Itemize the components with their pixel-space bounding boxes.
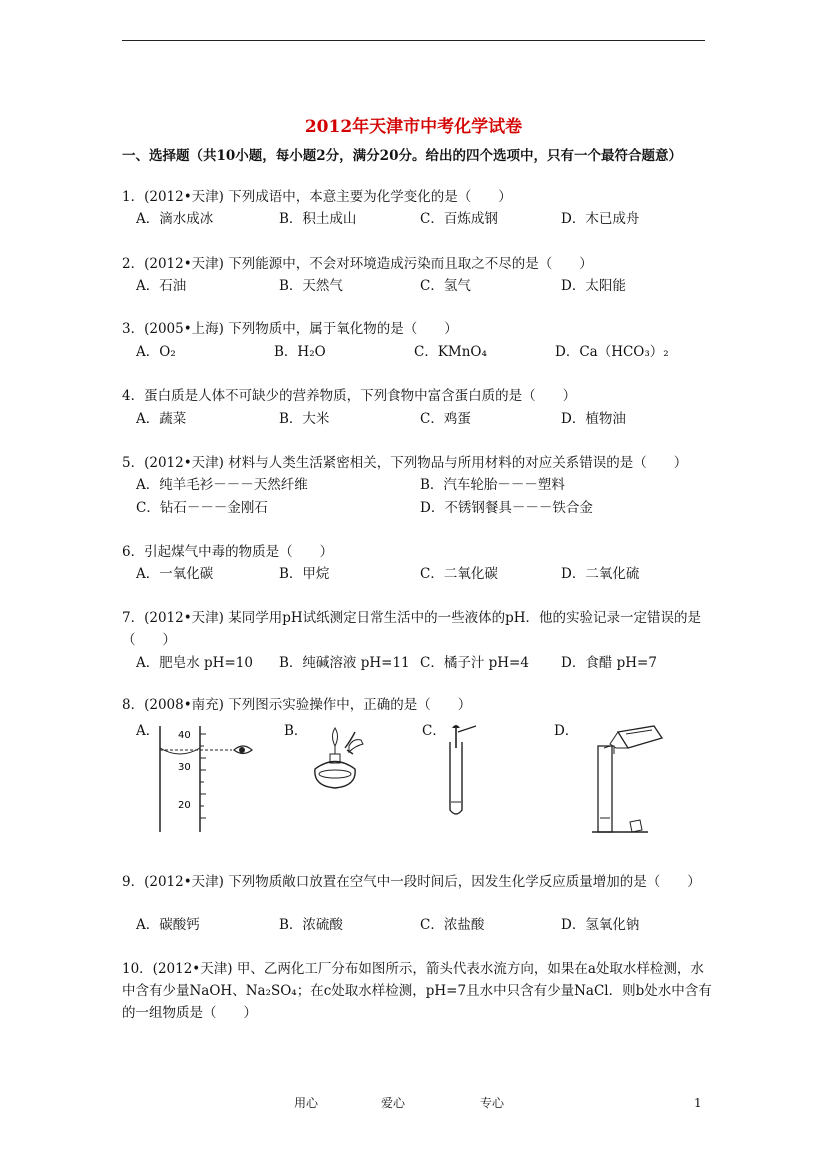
question-3: 3．(2005•上海) 下列物质中，属于氧化物的是（ ）	[122, 321, 458, 337]
option-b[interactable]: B．天然气	[279, 278, 343, 294]
footer-slogan-2: 爱心	[381, 1096, 406, 1110]
question-5-options-row2	[136, 497, 716, 519]
section-heading: 一、选择题（共10小题，每小题2分，满分20分。给出的四个选项中，只有一个最符合题意）	[122, 148, 682, 164]
question-2-options	[136, 275, 716, 297]
option-a[interactable]: A．一氧化碳	[136, 566, 214, 582]
option-d[interactable]: D．二氧化硫	[561, 566, 640, 582]
page-title: 2012年天津市中考化学试卷	[304, 117, 523, 137]
tick-label-30: 30	[178, 762, 191, 773]
option-b[interactable]: B．甲烷	[279, 566, 330, 582]
question-6-options	[136, 563, 716, 585]
pouring-liquid-figure	[574, 722, 674, 838]
question-5-options-row1	[136, 474, 716, 496]
question-4-options	[136, 408, 716, 430]
question-1: 1．(2012•天津) 下列成语中，本意主要为化学变化的是（ ）	[122, 189, 512, 205]
tick-label-20: 20	[178, 800, 191, 811]
option-c[interactable]: C．钻石－－－金刚石	[136, 500, 268, 516]
option-b[interactable]: B．H₂O	[274, 344, 326, 360]
eye-icon	[234, 746, 252, 754]
question-5: 5．(2012•天津) 材料与人类生活紧密相关，下列物品与所用材料的对应关系错误的是（ ）	[122, 455, 688, 471]
cylinder-reading-figure	[150, 724, 260, 836]
option-d[interactable]: D．	[554, 723, 579, 739]
question-2: 2．(2012•天津) 下列能源中，不会对环境造成污染而且取之不尽的是（ ）	[122, 256, 593, 272]
option-b[interactable]: B．汽车轮胎－－－塑料	[420, 477, 565, 493]
question-9-options	[136, 914, 716, 936]
alcohol-lamp-figure	[305, 724, 365, 794]
option-b[interactable]: B．	[284, 723, 308, 739]
option-b[interactable]: B．浓硫酸	[279, 917, 343, 933]
question-3-options	[136, 341, 716, 363]
option-a[interactable]: A．碳酸钙	[136, 917, 200, 933]
question-1-options	[136, 208, 716, 230]
option-d[interactable]: D．食醋 pH=7	[561, 655, 657, 671]
header-rule	[122, 40, 705, 41]
test-tube-dropper-figure	[440, 722, 490, 822]
option-d[interactable]: D．Ca（HCO₃）₂	[555, 344, 669, 360]
option-d[interactable]: D．植物油	[561, 411, 626, 427]
option-a[interactable]: A．滴水成冰	[136, 211, 214, 227]
question-6: 6．引起煤气中毒的物质是（ ）	[122, 544, 334, 560]
option-a[interactable]: A．石油	[136, 278, 187, 294]
question-10: 10．(2012•天津) 甲、乙两化工厂分布如图所示，箭头代表水流方向，如果在a处取水样检测，水中含有少量NaOH、Na₂SO₄；在c处取水样检测，pH=7且水中只含有少量NaCl．则b处水中含有的一组物质是（ ）	[122, 961, 712, 1021]
page-number: 1	[694, 1096, 702, 1110]
option-c[interactable]: C．鸡蛋	[420, 411, 471, 427]
option-a[interactable]: A．肥皂水 pH=10	[136, 655, 253, 671]
option-a[interactable]: A．纯羊毛衫－－－天然纤维	[136, 477, 308, 493]
option-a[interactable]: A．O₂	[136, 344, 176, 360]
tick-label-40: 40	[178, 730, 191, 741]
option-b[interactable]: B．大米	[279, 411, 330, 427]
option-a[interactable]: A．蔬菜	[136, 411, 187, 427]
option-c[interactable]: C．百炼成钢	[420, 211, 498, 227]
question-7: 7．(2012•天津) 某同学用pH试纸测定日常生活中的一些液体的pH．他的实验记录一定错误的是（ ）	[122, 610, 702, 648]
question-9: 9．(2012•天津) 下列物质敞口放置在空气中一段时间后，因发生化学反应质量增加的是（ ）	[122, 874, 701, 890]
option-b[interactable]: B．纯碱溶液 pH=11	[279, 655, 410, 671]
option-c[interactable]: C．二氧化碳	[420, 566, 498, 582]
question-7-options	[136, 652, 716, 674]
option-d[interactable]: D．太阳能	[561, 278, 626, 294]
option-d[interactable]: D．木已成舟	[561, 211, 640, 227]
option-c[interactable]: C．氢气	[420, 278, 471, 294]
option-a[interactable]: A．	[136, 723, 160, 739]
footer-slogan-1: 用心	[294, 1096, 319, 1110]
option-c[interactable]: C．浓盐酸	[420, 917, 485, 933]
question-8: 8．(2008•南充) 下列图示实验操作中，正确的是（ ）	[122, 697, 472, 713]
option-d[interactable]: D．氢氧化钠	[561, 917, 640, 933]
footer-slogan-3: 专心	[480, 1096, 505, 1110]
option-c[interactable]: C．KMnO₄	[414, 344, 487, 360]
option-b[interactable]: B．积土成山	[279, 211, 357, 227]
option-d[interactable]: D．不锈钢餐具－－－铁合金	[420, 500, 593, 516]
option-c[interactable]: C．橘子汁 pH=4	[420, 655, 529, 671]
option-c[interactable]: C．	[422, 723, 446, 739]
question-4: 4．蛋白质是人体不可缺少的营养物质，下列食物中富含蛋白质的是（ ）	[122, 388, 577, 404]
